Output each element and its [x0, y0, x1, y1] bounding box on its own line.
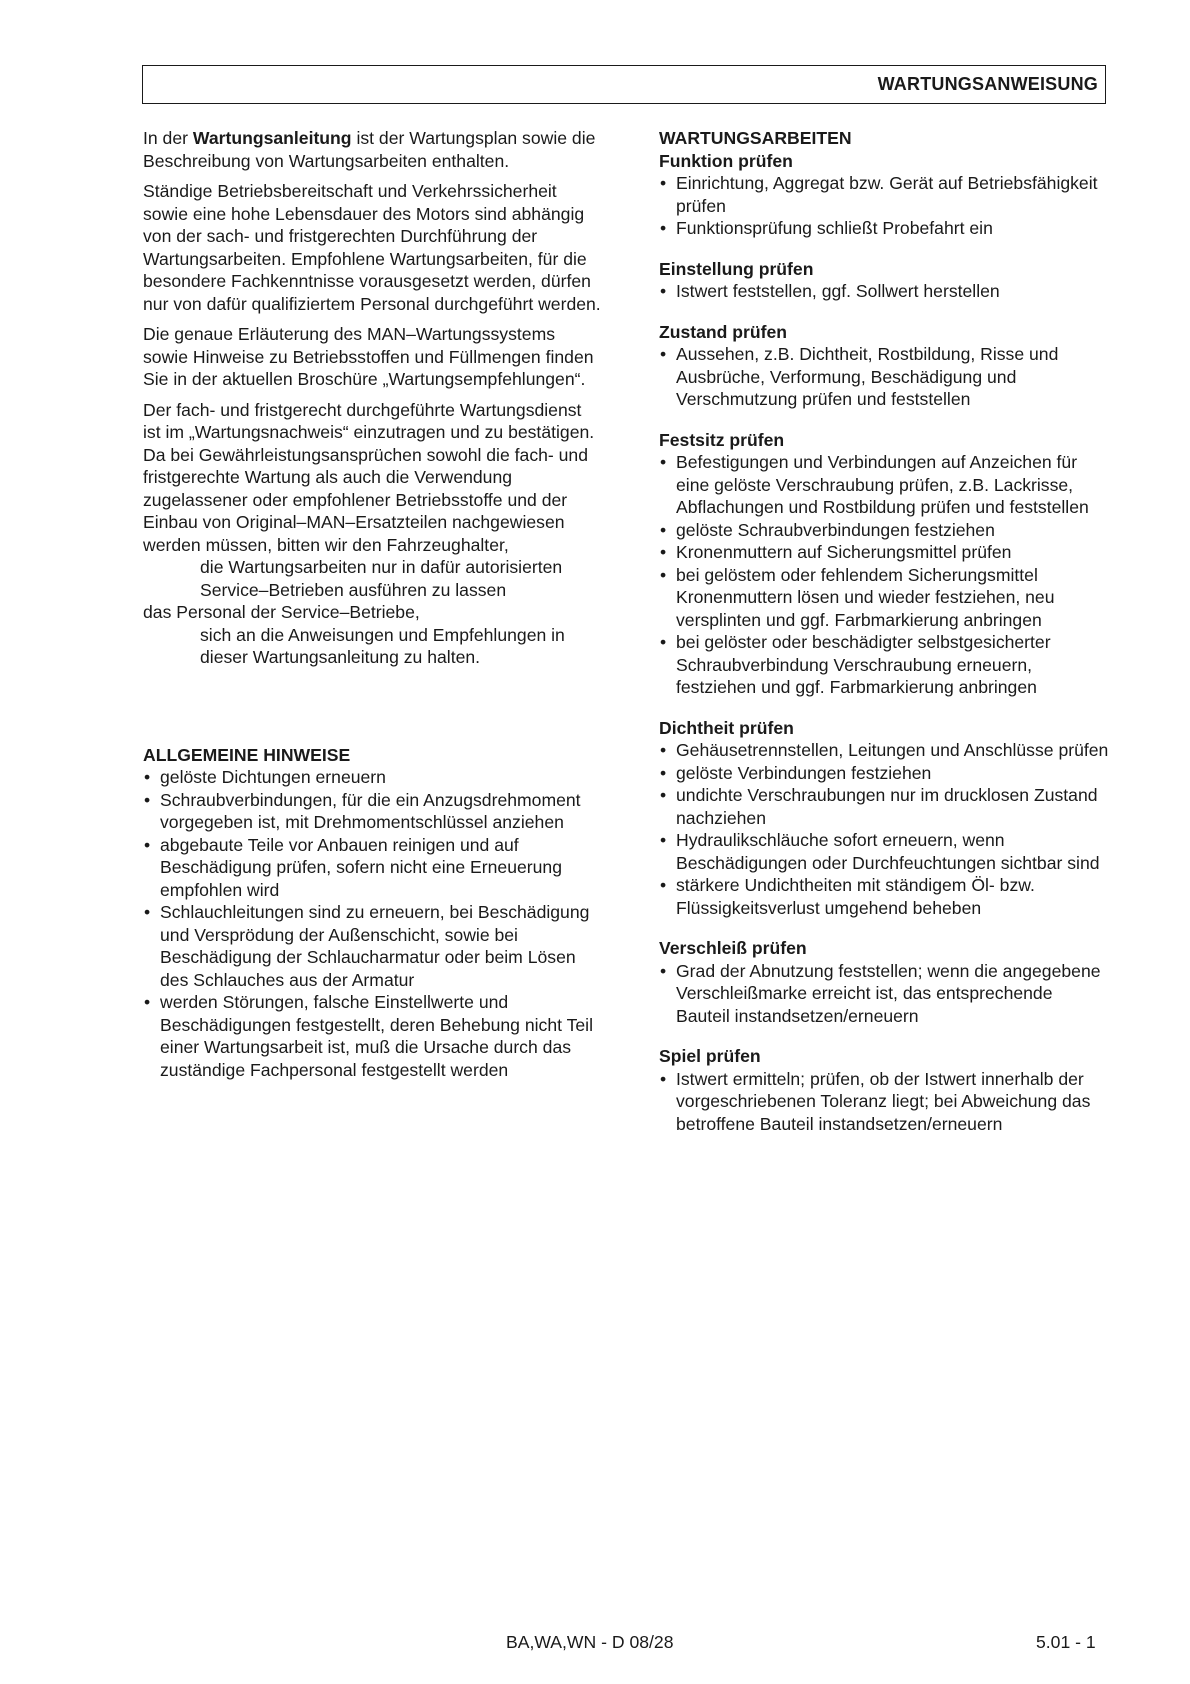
- maintenance-section: [659, 937, 1111, 1027]
- section-title: Verschleiß prüfen: [659, 938, 807, 958]
- paragraph-service-staff: das Personal der Service–Betriebe,: [143, 602, 420, 622]
- section-list-item: • Gehäusetrennstellen, Leitungen und Anschlüsse prüfen: [659, 739, 1111, 762]
- section-list-item: • Istwert ermitteln; prüfen, ob der Istwert innerhalb der vorgeschriebenen Toleranz liegt; bei Abweichung das betroffene Bauteil instandsetzen/erneuern: [659, 1068, 1111, 1136]
- section-list: [659, 451, 1111, 699]
- maintenance-section: [659, 150, 1111, 240]
- section-list: [659, 280, 1111, 303]
- section-list-item: • Hydraulikschläuche sofort erneuern, wenn Beschädigungen oder Durchfeuchtungen sichtbar sind: [659, 829, 1111, 874]
- section-title: Festsitz prüfen: [659, 429, 785, 450]
- paragraph-maintenance-system: Die genaue Erläuterung des MAN–Wartungssystems sowie Hinweise zu Betriebsstoffen und Füllmengen finden Sie in der aktuellen Broschüre „Wartungsempfehlungen“.: [143, 324, 594, 389]
- general-notes-heading: ALLGEMEINE HINWEISE: [143, 744, 351, 765]
- section-list-item: • gelöste Schraubverbindungen festziehen: [659, 519, 1111, 542]
- general-note-item: • abgebaute Teile vor Anbauen reinigen und auf Beschädigung prüfen, sofern nicht eine Erneuerung empfohlen wird: [143, 834, 603, 902]
- header-box: [142, 65, 1106, 104]
- maintenance-work-heading: WARTUNGSARBEITEN: [659, 128, 852, 148]
- right-column: [659, 127, 1111, 1153]
- section-list-item: • bei gelöstem oder fehlendem Sicherungsmittel Kronenmuttern lösen und wieder festziehen, neu versplinten und ggf. Farbmarkierung anbringen: [659, 564, 1111, 632]
- maintenance-section: [659, 1045, 1111, 1135]
- paragraph-maintenance-record: Der fach- und fristgerecht durchgeführte Wartungsdienst ist im „Wartungsnachweis“ einzutragen und zu bestätigen.: [143, 399, 595, 442]
- intro-text-pre: In der: [143, 128, 193, 148]
- section-list: [659, 960, 1111, 1028]
- general-note-item: • Schlauchleitungen sind zu erneuern, bei Beschädigung und Versprödung der Außenschicht, sowie bei Beschädigung der Schlaucharmatur oder beim Lösen des Schlauches aus der Armatur: [143, 901, 603, 991]
- general-note-item: • werden Störungen, falsche Einstellwerte und Beschädigungen festgestellt, deren Behebung nicht Teil einer Wartungsarbeit ist, muß die Ursache durch das zuständige Fachpersonal festgestellt werden: [143, 991, 603, 1081]
- section-title: Spiel prüfen: [659, 1046, 761, 1066]
- page-title: WARTUNGSANWEISUNG: [877, 74, 1098, 94]
- maintenance-section: [659, 321, 1111, 411]
- spacer: [143, 669, 603, 744]
- section-list-item: • Grad der Abnutzung feststellen; wenn die angegebene Verschleißmarke erreicht ist, das entsprechende Bauteil instandsetzen/erneuern: [659, 960, 1111, 1028]
- section-list-item: • bei gelöster oder beschädigter selbstgesicherter Schraubverbindung Verschraubung erneuern, festziehen und ggf. Farbmarkierung anbringen: [659, 631, 1111, 699]
- section-list-item: • Aussehen, z.B. Dichtheit, Rostbildung, Risse und Ausbrüche, Verformung, Beschädigung und Verschmutzung prüfen und feststellen: [659, 343, 1111, 411]
- paragraph-warranty: Da bei Gewährleistungsansprüchen sowohl die fach- und fristgerechte Wartung als auch die Verwendung zugelassener oder empfohlener Betriebsstoffe und der Einbau von Original–MAN–Ersatzteilen nachgewiesen werden müssen, bitten wir den Fahrzeughalter,: [143, 444, 588, 555]
- left-column: [143, 127, 603, 1081]
- general-notes-list: [143, 766, 603, 1081]
- section-list-item: • Einrichtung, Aggregat bzw. Gerät auf Betriebsfähigkeit prüfen: [659, 172, 1111, 217]
- intro-text-post: ist der Wartungsplan sowie die Beschreibung von Wartungsarbeiten enthalten.: [143, 128, 596, 171]
- section-list-item: • Kronenmuttern auf Sicherungsmittel prüfen: [659, 541, 1111, 564]
- section-title: Einstellung prüfen: [659, 258, 814, 279]
- general-note-item: • gelöste Dichtungen erneuern: [143, 766, 603, 789]
- maintenance-section: [659, 258, 1111, 303]
- maintenance-section: [659, 429, 1111, 699]
- section-title: Funktion prüfen: [659, 150, 793, 171]
- section-list: [659, 172, 1111, 240]
- section-title: Dichtheit prüfen: [659, 717, 794, 738]
- section-list-item: • gelöste Verbindungen festziehen: [659, 762, 1111, 785]
- section-list-item: • stärkere Undichtheiten mit ständigem Öl- bzw. Flüssigkeitsverlust umgehend beheben: [659, 874, 1111, 919]
- section-list-item: • Funktionsprüfung schließt Probefahrt ein: [659, 217, 1111, 240]
- maintenance-section: [659, 717, 1111, 920]
- maintenance-sections: [659, 150, 1111, 1136]
- section-list: [659, 739, 1111, 919]
- indented-note-instructions: sich an die Anweisungen und Empfehlungen in dieser Wartungsanleitung zu halten.: [200, 624, 565, 667]
- section-list: [659, 1068, 1111, 1136]
- section-list: [659, 343, 1111, 411]
- paragraph-operational-readiness: Ständige Betriebsbereitschaft und Verkehrssicherheit sowie eine hohe Lebensdauer des Motors sind abhängig von der sach- und fristgerechten Durchführung der Wartungsarbeiten. Empfohlene Wartungsarbeiten, für die besondere Fachkenntnisse vorausgesetzt werden, dürfen nur von dafür qualifiziertem Personal durchgeführt werden.: [143, 181, 601, 314]
- general-note-item: • Schraubverbindungen, für die ein Anzugsdrehmoment vorgegeben ist, mit Drehmomentschlüssel anziehen: [143, 789, 603, 834]
- intro-paragraph: [143, 127, 603, 172]
- section-list-item: • Befestigungen und Verbindungen auf Anzeichen für eine gelöste Verschraubung prüfen, z.B. Lackrisse, Abflachungen und Rostbildung prüfen und feststellen: [659, 451, 1111, 519]
- intro-text-bold: Wartungsanleitung: [192, 128, 352, 148]
- section-list-item: • undichte Verschraubungen nur im drucklosen Zustand nachziehen: [659, 784, 1111, 829]
- section-title: Zustand prüfen: [659, 321, 788, 342]
- footer-page-number: 5.01 - 1: [1036, 1632, 1096, 1652]
- section-list-item: • Istwert feststellen, ggf. Sollwert herstellen: [659, 280, 1111, 303]
- footer-doc-code: BA,WA,WN - D 08/28: [506, 1632, 674, 1652]
- indented-note-service: die Wartungsarbeiten nur in dafür autorisierten Service–Betrieben ausführen zu lassen: [200, 557, 563, 600]
